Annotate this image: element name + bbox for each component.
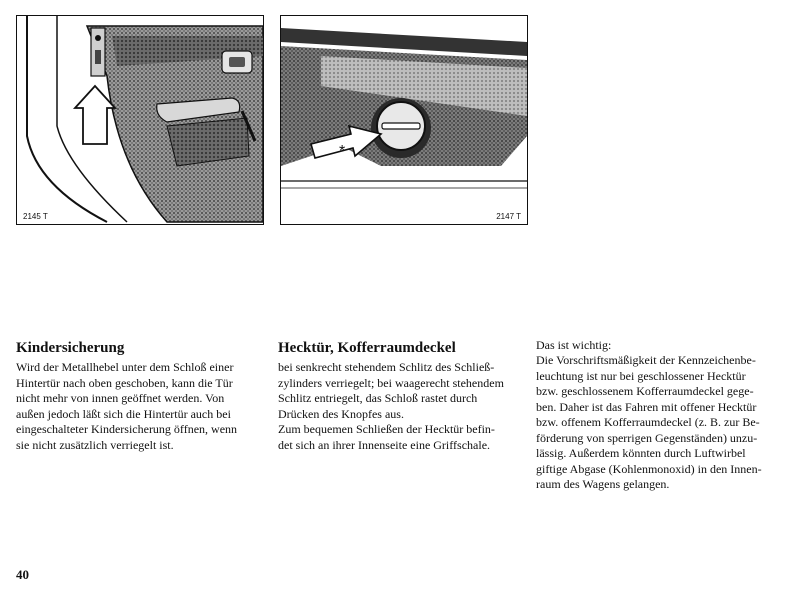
text-line: lässig. Außerdem könnten durch Luftwirbel (536, 446, 746, 460)
figure-door-child-lock (16, 15, 264, 225)
important-note-body (536, 353, 782, 493)
section-body-hecktuer (278, 360, 520, 422)
text-line: Die Vorschriftsmäßigkeit der Kennzeichenbe- (536, 353, 756, 367)
text-line: außen jedoch läßt sich die Hintertür auch bei (16, 406, 231, 421)
text-line: raum des Wagens gelangen. (536, 477, 670, 491)
text-line: det sich an ihrer Innenseite eine Griffschale. (278, 437, 491, 452)
figure-tailgate-lock (280, 15, 528, 225)
important-intro: Das ist wichtig: (536, 338, 612, 352)
text-line: sie nicht zusätzlich verriegelt ist. (16, 437, 174, 452)
text-line: Zum bequemen Schließen der Hecktür befin- (278, 422, 495, 436)
tailgate-illustration (281, 16, 527, 224)
text-line: Drücken des Knopfes aus. (278, 406, 404, 421)
text-line: Schlitz entriegelt, das Schloß rastet durch (278, 391, 478, 405)
section-body-kindersicherung (16, 360, 260, 453)
text-line: bzw. geschlossenem Kofferraumdeckel gege- (536, 384, 754, 398)
door-illustration (17, 16, 263, 224)
text-line: nicht mehr von innen geöffnet werden. Von (16, 391, 225, 405)
text-line: förderung von sperrigen Gegenständen) unzu- (536, 430, 758, 445)
text-line: Wird der Metallhebel unter dem Schloß einer (16, 360, 234, 374)
text-line: bzw. offenem Kofferraumdeckel (z. B. zur Be- (536, 415, 760, 429)
page-number: 40 (16, 567, 29, 582)
asterisk-marker: * (339, 143, 346, 160)
figure-label: 2147 T (496, 212, 521, 221)
text-line: bei senkrecht stehendem Schlitz des Schließ- (278, 360, 495, 374)
section-heading-kindersicherung: Kindersicherung (16, 340, 125, 356)
section-heading-hecktuer: Hecktür, Kofferraumdeckel (278, 340, 456, 356)
text-line: giftige Abgase (Kohlenmonoxid) in den Innen- (536, 461, 762, 476)
text-line: Hintertür nach oben geschoben, kann die Tür (16, 375, 233, 390)
text-line: leuchtung ist nur bei geschlossener Hecktür (536, 368, 746, 383)
text-line: eingeschalteter Kindersicherung öffnen, wenn (16, 422, 238, 436)
figure-label: 2145 T (23, 212, 48, 221)
text-line: zylinders verriegelt; bei waagerecht stehendem (278, 375, 504, 390)
text-line: ben. Daher ist das Fahren mit offener Hecktür (536, 399, 757, 414)
section-body-hecktuer-2 (278, 422, 520, 453)
